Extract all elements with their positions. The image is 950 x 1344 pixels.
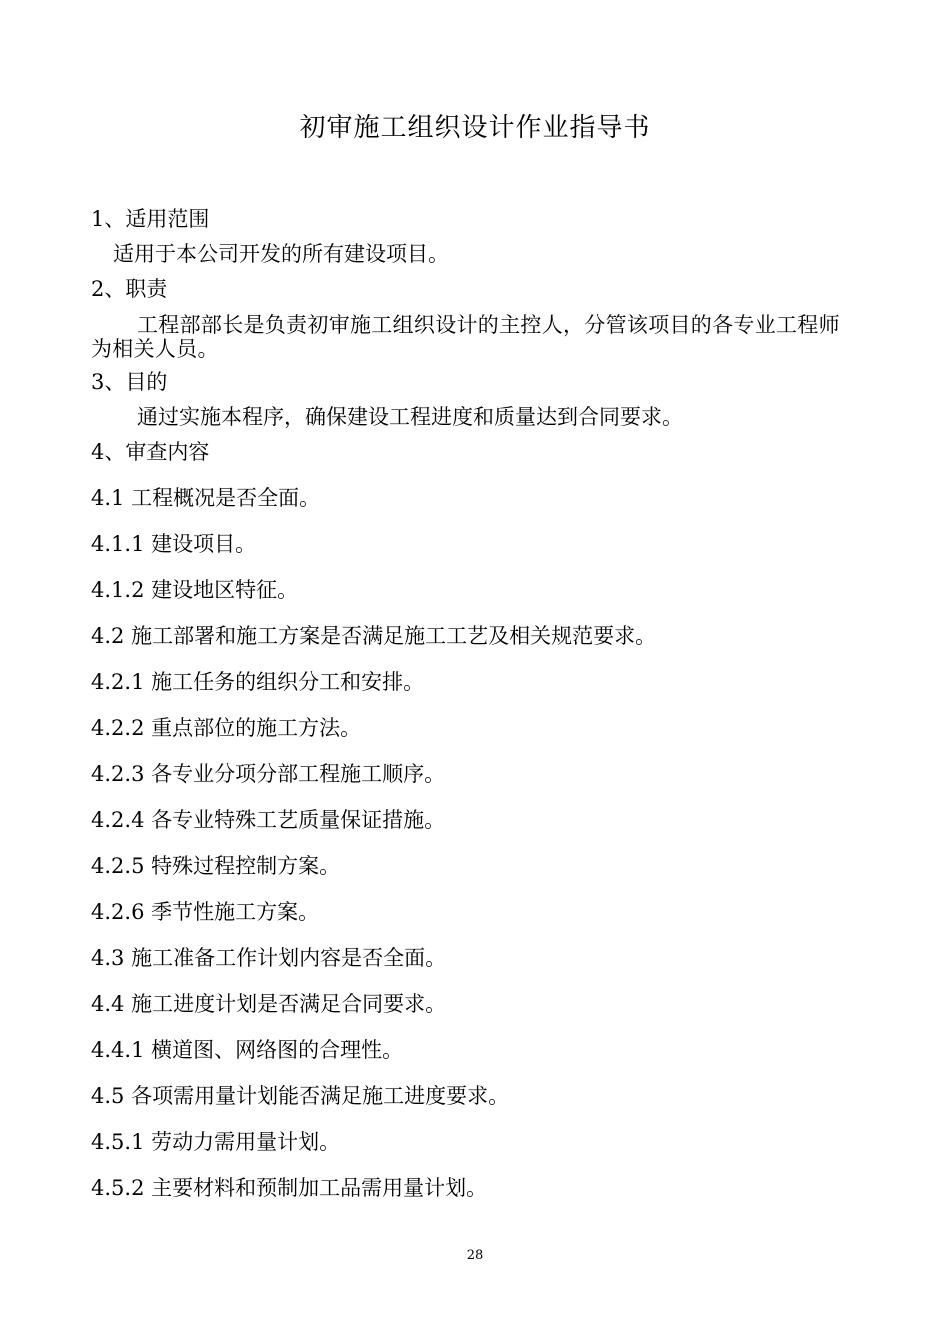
section-3-heading: 3、目的 <box>91 370 168 394</box>
page-number: 28 <box>466 1248 484 1263</box>
list-item: 4.2.5 特殊过程控制方案。 <box>91 854 341 878</box>
list-item: 4.5.1 劳动力需用量计划。 <box>91 1130 341 1154</box>
list-item: 4.1 工程概况是否全面。 <box>91 486 321 510</box>
list-item: 4.2.1 施工任务的组织分工和安排。 <box>91 670 425 694</box>
section-3-text: 通过实施本程序，确保建设工程进度和质量达到合同要求。 <box>137 405 683 429</box>
list-item: 4.1.1 建设项目。 <box>91 532 257 556</box>
section-2-text: 工程部部长是负责初审施工组织设计的主控人，分管该项目的各专业工程师为相关人员。 <box>91 313 840 361</box>
list-item: 4.2.3 各专业分项分部工程施工顺序。 <box>91 762 446 786</box>
list-item: 4.2.6 季节性施工方案。 <box>91 900 320 924</box>
section-1-text: 适用于本公司开发的所有建设项目。 <box>113 242 449 266</box>
list-item: 4.4 施工进度计划是否满足合同要求。 <box>91 992 447 1016</box>
list-item: 4.2.2 重点部位的施工方法。 <box>91 716 362 740</box>
section-1-heading: 1、适用范围 <box>91 207 210 231</box>
list-item: 4.1.2 建设地区特征。 <box>91 578 299 602</box>
list-item: 4.3 施工准备工作计划内容是否全面。 <box>91 946 447 970</box>
section-2-heading: 2、职责 <box>91 277 168 301</box>
list-item: 4.5.2 主要材料和预制加工品需用量计划。 <box>91 1176 488 1200</box>
list-item: 4.2 施工部署和施工方案是否满足施工工艺及相关规范要求。 <box>91 624 657 648</box>
list-item: 4.2.4 各专业特殊工艺质量保证措施。 <box>91 808 446 832</box>
list-item: 4.4.1 横道图、网络图的合理性。 <box>91 1038 404 1062</box>
list-item: 4.5 各项需用量计划能否满足施工进度要求。 <box>91 1084 510 1108</box>
document-title: 初审施工组织设计作业指导书 <box>299 113 651 143</box>
section-4-heading: 4、审查内容 <box>91 440 210 464</box>
